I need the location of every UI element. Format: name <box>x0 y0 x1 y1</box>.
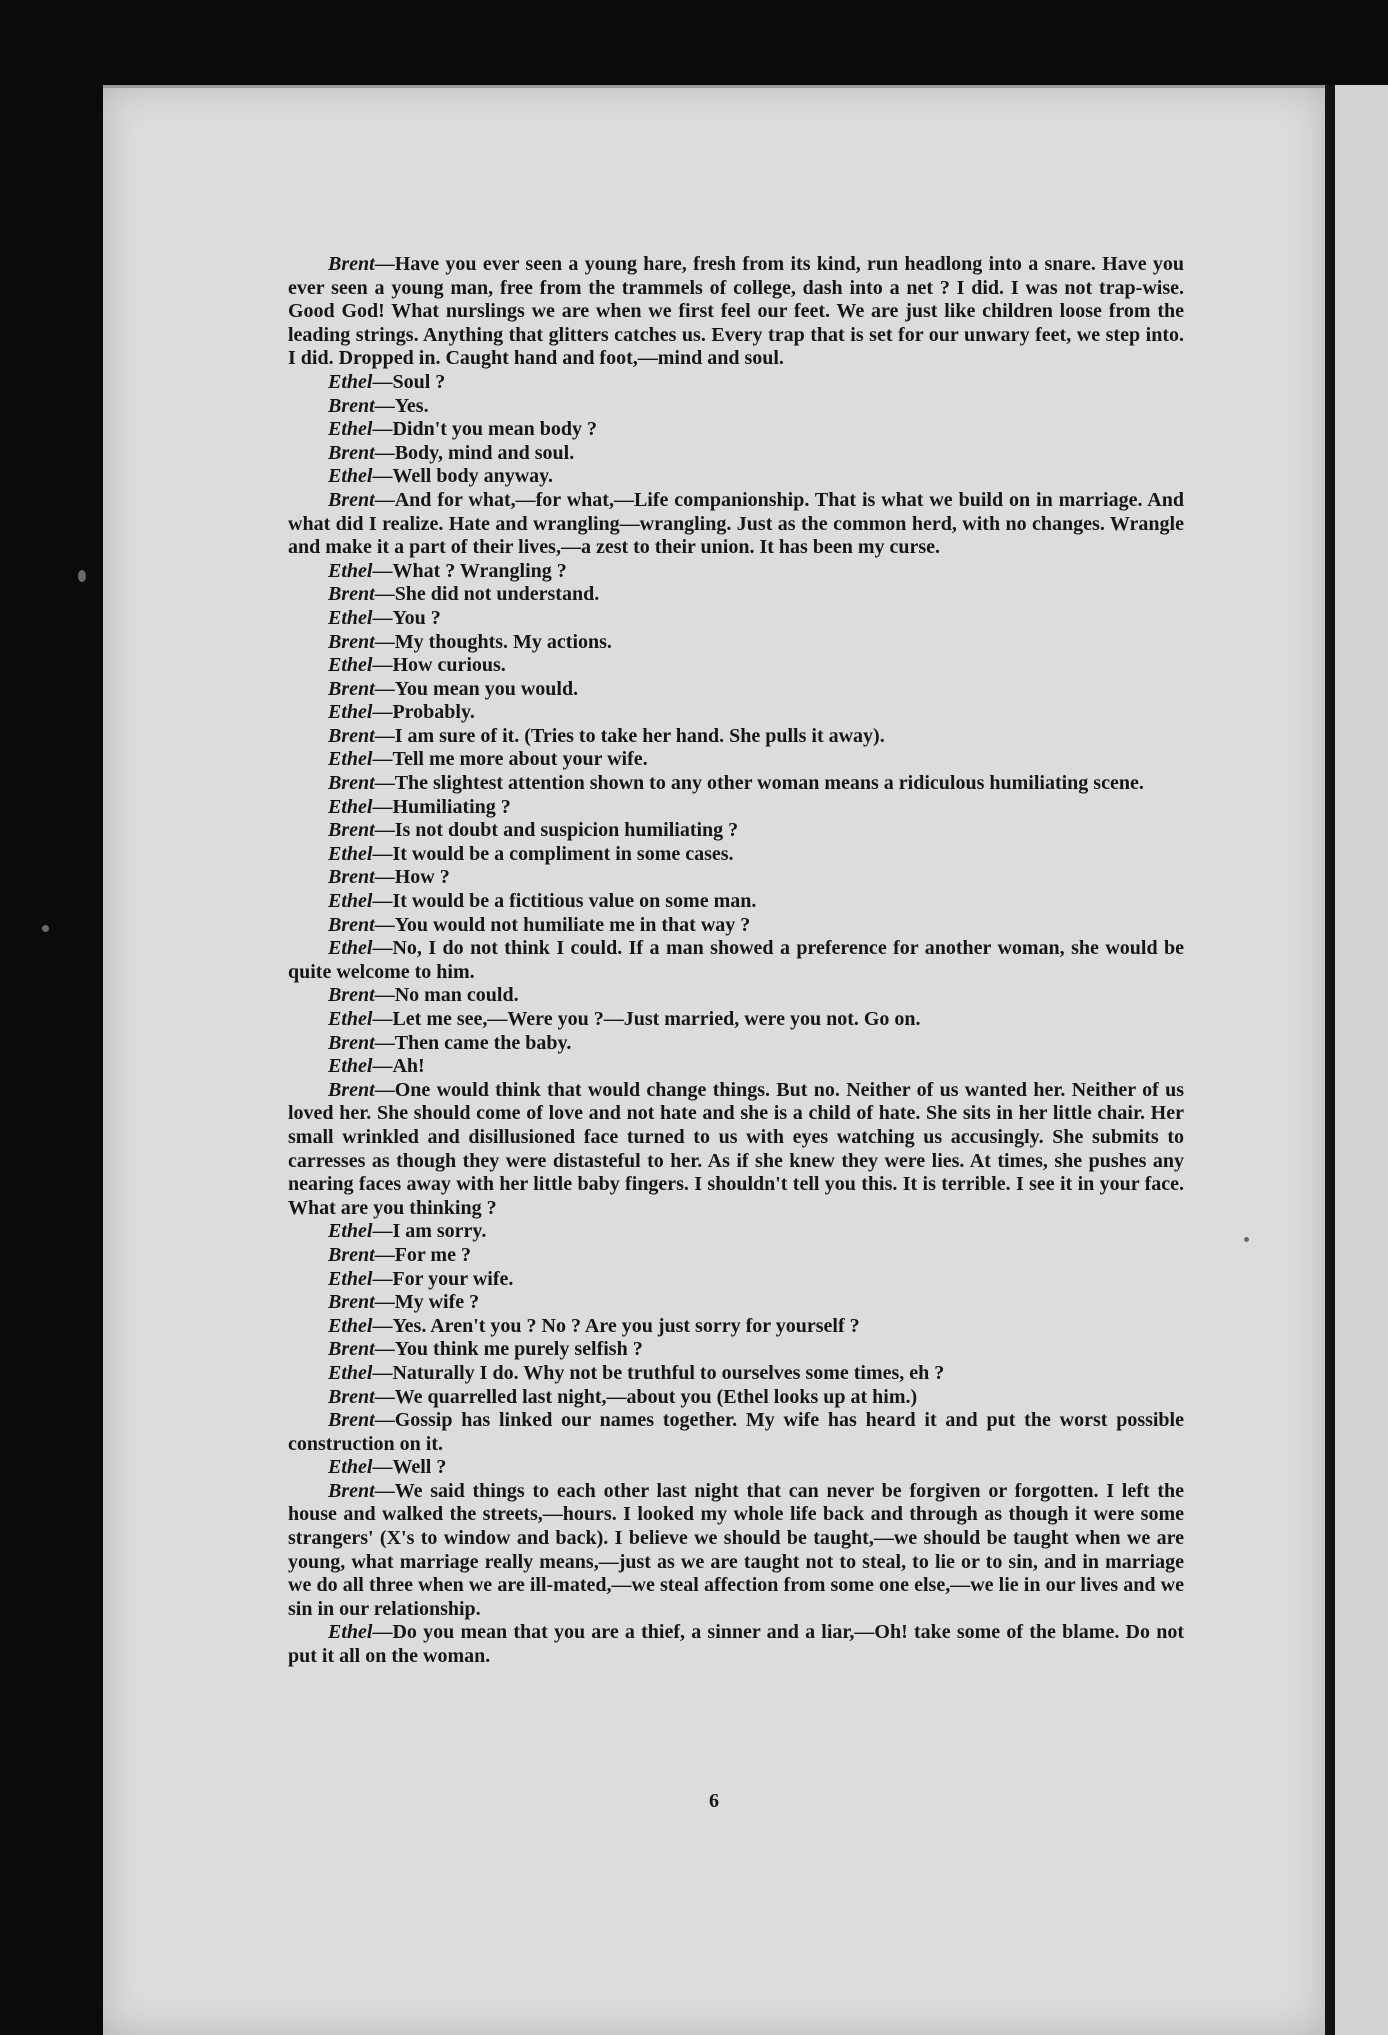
speaker-name: Brent <box>328 984 375 1007</box>
speaker-name: Brent <box>328 819 375 842</box>
line-text: —No, I do not think I could. If a man showed a preference for another woman, she would be quite welcome to him. <box>288 937 1184 983</box>
speaker-name: Brent <box>328 772 375 795</box>
speaker-name: Ethel <box>328 842 373 865</box>
line-text: —You mean you would. <box>374 677 579 700</box>
line-text: —Have you ever seen a young hare, fresh from its kind, run headlong into a snare. Have you ever seen a young man, free from the trammels of college, dash into a net ? I did. I was not trap-wise. Good God! What nurslings we are when we first feel our feet. We are just like children loose from the leading strings. Anything that glitters catches us. Every trap that is set for our unwary feet, we step into. I did. Dropped in. Caught hand and foot,—mind and soul. <box>288 253 1184 370</box>
speaker-name: Brent <box>328 441 375 464</box>
dialogue-line <box>288 607 1184 631</box>
line-text: —For your wife. <box>372 1267 514 1290</box>
speaker-name: Ethel <box>328 606 373 629</box>
speaker-name: Brent <box>328 488 375 511</box>
speaker-name: Ethel <box>328 748 373 771</box>
dialogue-line <box>288 631 1184 655</box>
page-top-edge <box>103 85 1325 88</box>
dialogue-line <box>288 843 1184 867</box>
speaker-name: Brent <box>328 394 375 417</box>
speaker-name: Brent <box>328 1338 375 1361</box>
dialogue-line <box>288 1456 1184 1480</box>
line-text: —The slightest attention shown to any other woman means a ridiculous humiliating scene. <box>374 772 1144 795</box>
dialogue-line <box>288 937 1184 984</box>
dialogue-line <box>288 1032 1184 1056</box>
dialogue-line <box>288 560 1184 584</box>
dialogue-line <box>288 866 1184 890</box>
line-text: —My thoughts. My actions. <box>374 630 612 653</box>
line-text: —Body, mind and soul. <box>374 441 575 464</box>
speaker-name: Ethel <box>328 1456 373 1479</box>
speaker-name: Brent <box>328 1078 375 1101</box>
line-text: —Didn't you mean body ? <box>372 418 597 441</box>
dialogue-line <box>288 583 1184 607</box>
adjacent-page-edge <box>1335 85 1388 2035</box>
dialogue-line <box>288 1315 1184 1339</box>
speaker-name: Ethel <box>328 465 373 488</box>
speaker-name: Brent <box>328 1243 375 1266</box>
dialogue-line <box>288 442 1184 466</box>
line-text: —Gossip has linked our names together. My wife has heard it and put the worst possible construction on it. <box>288 1409 1184 1455</box>
line-text: —For me ? <box>374 1243 471 1266</box>
speaker-name: Brent <box>328 1031 375 1054</box>
speaker-name: Ethel <box>328 559 373 582</box>
line-text: —Tell me more about your wife. <box>372 748 648 771</box>
speaker-name: Ethel <box>328 418 373 441</box>
line-text: —Naturally I do. Why not be truthful to ourselves some times, eh ? <box>372 1361 945 1384</box>
dialogue-line <box>288 1008 1184 1032</box>
line-text: —How curious. <box>372 654 506 677</box>
dialogue-line <box>288 914 1184 938</box>
line-text: —My wife ? <box>374 1291 480 1314</box>
dialogue-line <box>288 1362 1184 1386</box>
speaker-name: Ethel <box>328 1055 373 1078</box>
line-text: —I am sure of it. (Tries to take her hand. She pulls it away). <box>374 724 885 747</box>
line-text: —Well ? <box>372 1456 447 1479</box>
line-text: —Yes. Aren't you ? No ? Are you just sorry for yourself ? <box>372 1314 860 1337</box>
dialogue-line <box>288 1621 1184 1668</box>
dialogue-line <box>288 253 1184 371</box>
dialogue-line <box>288 1409 1184 1456</box>
line-text: —Then came the baby. <box>374 1031 572 1054</box>
dialogue-line <box>288 796 1184 820</box>
dialogue-line <box>288 701 1184 725</box>
page-number: 6 <box>709 1790 719 1812</box>
dialogue-line <box>288 984 1184 1008</box>
speaker-name: Brent <box>328 1409 375 1432</box>
dialogue-line <box>288 371 1184 395</box>
dialogue-line <box>288 1055 1184 1079</box>
scan-speck <box>42 925 49 932</box>
line-text: —What ? Wrangling ? <box>372 559 567 582</box>
speaker-name: Brent <box>328 866 375 889</box>
dialogue-line <box>288 1268 1184 1292</box>
dialogue-line <box>288 654 1184 678</box>
line-text: —Probably. <box>372 701 475 724</box>
dialogue-line <box>288 1291 1184 1315</box>
dialogue-line <box>288 678 1184 702</box>
dialogue-line <box>288 1079 1184 1221</box>
speaker-name: Ethel <box>328 937 373 960</box>
speaker-name: Ethel <box>328 1267 373 1290</box>
line-text: —She did not understand. <box>374 583 600 606</box>
dialogue-line <box>288 1244 1184 1268</box>
dialogue-line <box>288 748 1184 772</box>
dialogue-line <box>288 489 1184 560</box>
speaker-name: Ethel <box>328 654 373 677</box>
line-text: —Ah! <box>372 1055 425 1078</box>
speaker-name: Brent <box>328 253 375 275</box>
speaker-name: Ethel <box>328 795 373 818</box>
speaker-name: Ethel <box>328 890 373 913</box>
line-text: —You think me purely selfish ? <box>374 1338 643 1361</box>
line-text: —How ? <box>374 866 450 889</box>
dialogue-line <box>288 890 1184 914</box>
dialogue-line <box>288 725 1184 749</box>
dialogue-line <box>288 1480 1184 1622</box>
dialogue-line <box>288 1386 1184 1410</box>
line-text: —Yes. <box>374 394 429 417</box>
speaker-name: Brent <box>328 724 375 747</box>
document-page <box>103 85 1325 2035</box>
line-text: —It would be a compliment in some cases. <box>372 842 734 865</box>
line-text: —And for what,—for what,—Life companionship. That is what we build on in marriage. And what did I realize. Hate and wrangling—wrangling. Just as the common herd, with no changes. Wrangle and make it a part of their lives,—a zest to their union. It has been my curse. <box>288 488 1184 559</box>
page-gutter <box>1325 85 1335 2035</box>
speaker-name: Ethel <box>328 370 373 393</box>
dialogue-line <box>288 1338 1184 1362</box>
dialogue-line <box>288 772 1184 796</box>
speaker-name: Ethel <box>328 1314 373 1337</box>
line-text: —You would not humiliate me in that way ? <box>374 913 751 936</box>
line-text: —You ? <box>372 606 441 629</box>
scan-speck <box>78 570 86 582</box>
line-text: —Well body anyway. <box>372 465 554 488</box>
speaker-name: Brent <box>328 1291 375 1314</box>
line-text: —No man could. <box>374 984 519 1007</box>
dialogue-text <box>288 253 1184 1669</box>
speaker-name: Brent <box>328 677 375 700</box>
speaker-name: Ethel <box>328 1008 373 1030</box>
speaker-name: Brent <box>328 1385 375 1408</box>
line-text: —Humiliating ? <box>372 795 511 818</box>
line-text: —It would be a fictitious value on some man. <box>372 890 757 913</box>
speaker-name: Brent <box>328 1479 375 1502</box>
line-text: —Soul ? <box>372 370 446 393</box>
dialogue-line <box>288 418 1184 442</box>
speaker-name: Ethel <box>328 1361 373 1384</box>
line-text: —One would think that would change things. But no. Neither of us wanted her. Neither of us loved her. She should come of love and not hate and she is a child of hate. She sits in her little chair. Her small wrinkled and disillusioned face turned to us with eyes watching us accusingly. She submits to carresses as though they were distasteful to her. As if she knew they were lies. At times, she pushes any nearing faces away with her little baby fingers. I shouldn't tell you this. It is terrible. I see it in your face. What are you thinking ? <box>288 1078 1184 1219</box>
speaker-name: Brent <box>328 583 375 606</box>
dialogue-line <box>288 819 1184 843</box>
dialogue-line <box>288 1220 1184 1244</box>
line-text: —Let me see,—Were you ?—Just married, were you not. Go on. <box>372 1008 921 1030</box>
dialogue-line <box>288 395 1184 419</box>
dialogue-line <box>288 465 1184 489</box>
line-text: —I am sorry. <box>372 1220 487 1243</box>
speaker-name: Brent <box>328 630 375 653</box>
line-text: —Do you mean that you are a thief, a sinner and a liar,—Oh! take some of the blame. Do not put it all on the woman. <box>288 1621 1184 1668</box>
speaker-name: Ethel <box>328 701 373 724</box>
speaker-name: Ethel <box>328 1220 373 1243</box>
line-text: —We said things to each other last night that can never be forgiven or forgotten. I left the house and walked the streets,—hours. I looked my whole life back and through as though it were some strangers' (X's to window and back). I believe we should be taught,—we should be taught when we are young, what marriage really means,—just as we are taught not to steal, to lie or to sin, and in marriage we do all three when we are ill-mated,—we steal affection from some one else,—we lie in our lives and we sin in our relationship. <box>288 1479 1184 1620</box>
line-text: —We quarrelled last night,—about you (Ethel looks up at him.) <box>374 1385 918 1408</box>
speaker-name: Ethel <box>328 1621 373 1644</box>
line-text: —Is not doubt and suspicion humiliating ? <box>374 819 739 842</box>
speaker-name: Brent <box>328 913 375 936</box>
scan-speck <box>1244 1237 1249 1242</box>
